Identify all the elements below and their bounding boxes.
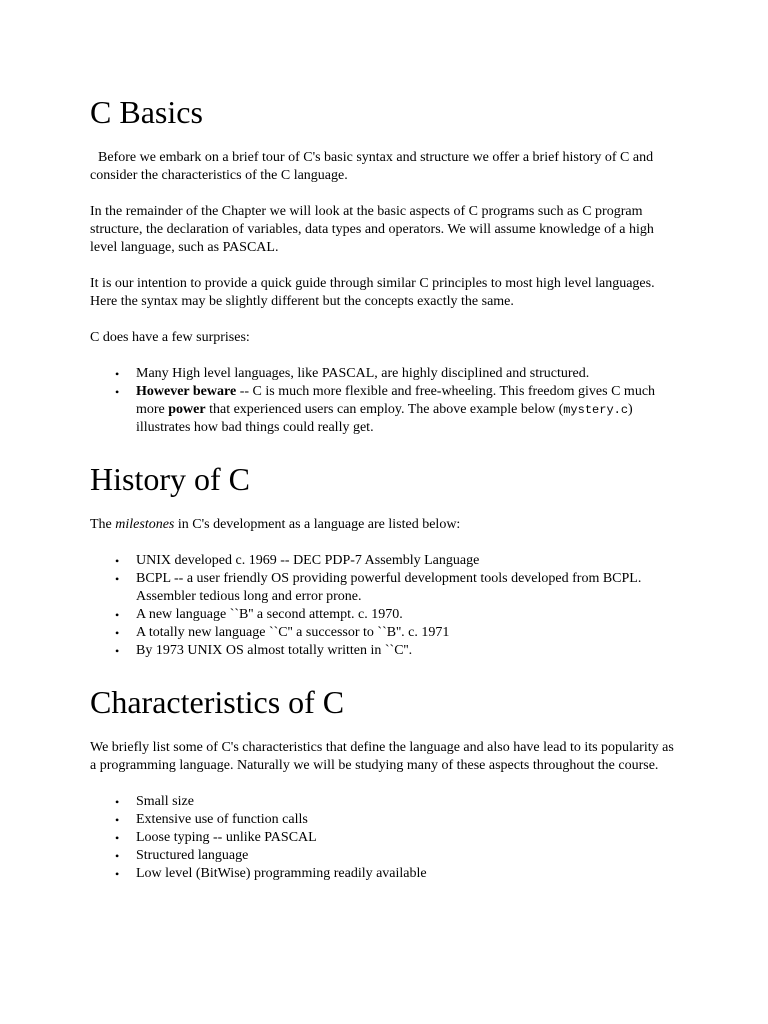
paragraph-intro: Before we embark on a brief tour of C's basic syntax and structure we offer a brief history of C and consider the characteristics of the C language. [90,150,654,183]
characteristics-list [90,793,678,883]
bullet-icon: • [115,831,120,845]
paragraph-surprises: C does have a few surprises: [90,330,250,345]
bullet-icon: • [115,795,120,809]
bullet-icon: • [115,385,120,399]
list-item [115,793,678,811]
list-item-text: Extensive use of function calls [136,812,308,827]
list-item [115,829,678,847]
list-item-text: By 1973 UNIX OS almost totally written in ``C''. [136,643,413,658]
list-item [115,624,678,642]
bullet-icon: • [115,367,120,381]
bullet-icon: • [115,813,120,827]
list-item-text: -- C is much more flexible and free-wheeling. This freedom gives C much more [136,384,656,417]
list-item-text: Structured language [136,848,249,863]
bullet-icon: • [115,644,120,658]
bullet-icon: • [115,867,120,881]
list-item [115,383,678,437]
list-item-text: BCPL -- a user friendly OS providing powerful development tools developed from BCPL. Assembler tedious long and error prone. [136,571,642,604]
code-filename: mystery.c [563,403,629,417]
list-item-text: Loose typing -- unlike PASCAL [136,830,317,845]
list-item-text: Small size [136,794,194,809]
paragraph-characteristics: We briefly list some of C's characteristics that define the language and also have lead to its popularity as a programming language. Naturally we will be studying many of these aspects throughout the course. [90,740,674,773]
list-item-text: UNIX developed c. 1969 -- DEC PDP-7 Assembly Language [136,553,480,568]
heading-history: History of C [90,461,250,497]
heading-c-basics: C Basics [90,94,203,130]
list-item [115,570,678,606]
list-item-text: Low level (BitWise) programming readily available [136,866,427,881]
list-item [115,847,678,865]
paragraph-intention: It is our intention to provide a quick guide through similar C principles to most high level languages. Here the syntax may be slightly different but the concepts exactly the same. [90,276,655,309]
bold-power: power [168,402,206,417]
list-item [115,811,678,829]
paragraph-remainder: In the remainder of the Chapter we will look at the basic aspects of C programs such as C program structure, the declaration of variables, data types and operators. We will assume knowledge of a high level language, such as PASCAL. [90,204,654,255]
list-item [115,865,678,883]
list-item-text: ) illustrates how bad things could really get. [136,402,633,435]
paragraph-milestones [90,516,678,534]
emphasis-milestones: milestones [115,517,175,532]
surprises-list [90,365,678,437]
list-item-text: Many High level languages, like PASCAL, are highly disciplined and structured. [136,366,590,381]
bullet-icon: • [115,572,120,586]
list-item [115,552,678,570]
milestones-suffix: in C's development as a language are listed below: [174,517,461,532]
list-item-text: A new language ``B'' a second attempt. c. 1970. [136,607,403,622]
bold-however-beware: However beware [136,384,237,399]
list-item-text: that experienced users can employ. The above example below ( [205,402,564,417]
milestones-prefix: The [90,517,116,532]
history-list [90,552,678,660]
bullet-icon: • [115,626,120,640]
bullet-icon: • [115,608,120,622]
list-item [115,365,678,383]
list-item [115,642,678,660]
list-item [115,606,678,624]
heading-characteristics: Characteristics of C [90,684,345,720]
bullet-icon: • [115,554,120,568]
bullet-icon: • [115,849,120,863]
list-item-text: A totally new language ``C'' a successor to ``B''. c. 1971 [136,625,450,640]
